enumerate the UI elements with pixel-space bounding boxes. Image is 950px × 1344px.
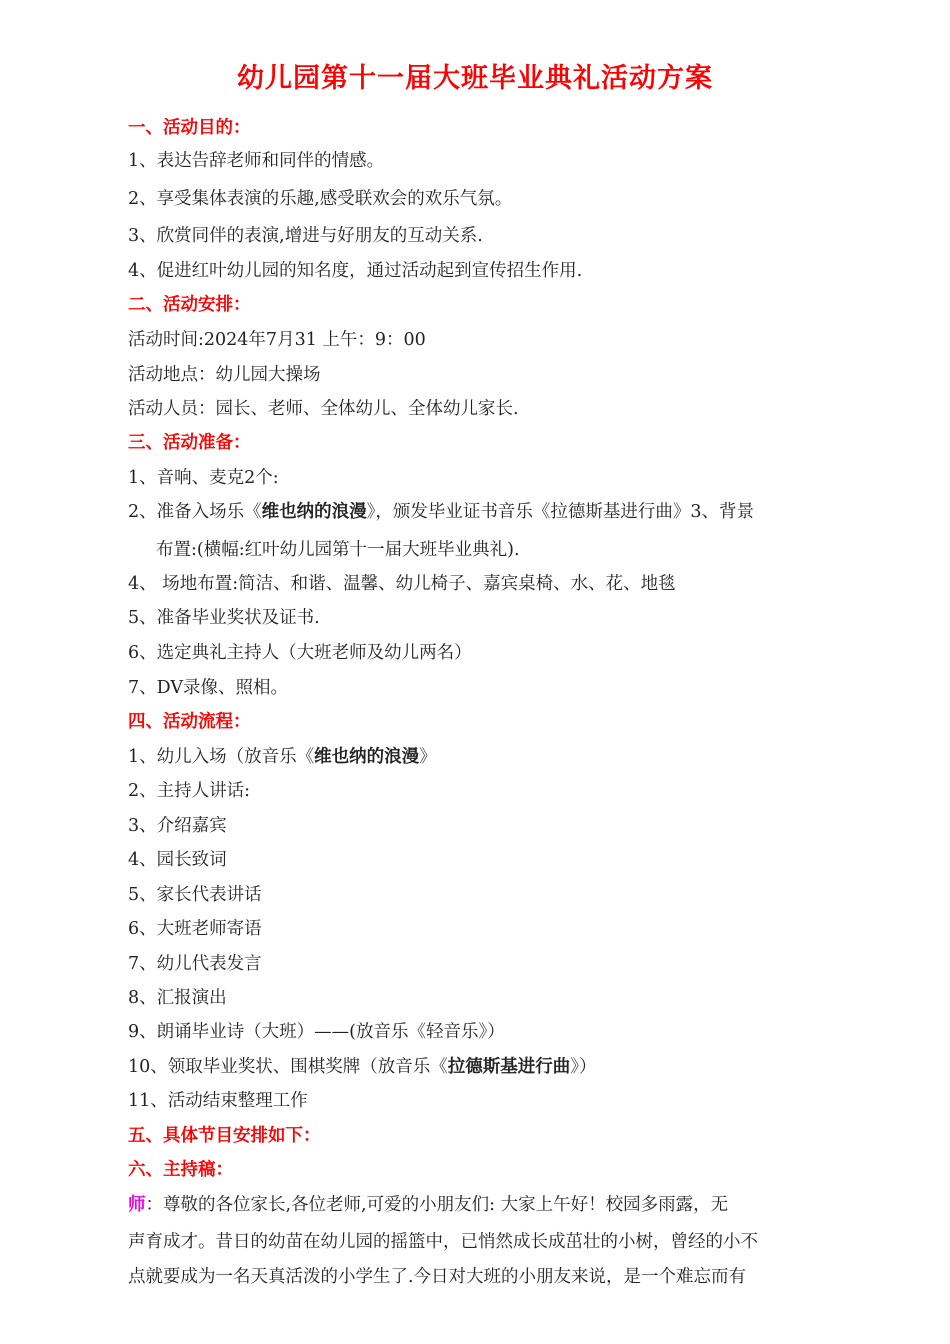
section-heading-purpose: 一、活动目的： xyxy=(128,118,251,138)
text-span: 2、准备入场乐《 xyxy=(128,502,262,522)
list-item: 5、准备毕业奖状及证书. xyxy=(128,608,320,628)
list-item: 活动地点：幼儿园大操场 xyxy=(128,365,321,385)
list-item: 3、欣赏同伴的表演,增进与好朋友的互动关系. xyxy=(128,226,483,246)
list-item: 5、家长代表讲话 xyxy=(128,885,262,905)
script-paragraph-line: 声育成才。昔日的幼苗在幼儿园的摇篮中，已悄然成长成茁壮的小树，曾经的小不 xyxy=(128,1232,758,1252)
text-span: 》） xyxy=(570,1057,597,1077)
list-item: 活动人员：园长、老师、全体幼儿、全体幼儿家长. xyxy=(128,399,519,419)
speaker-label: 师 xyxy=(128,1195,146,1215)
list-item: 2、享受集体表演的乐趣,感受联欢会的欢乐气氛。 xyxy=(128,189,513,209)
document-title: 幼儿园第十一届大班毕业典礼活动方案 xyxy=(237,63,713,94)
section-heading-program: 五、具体节目安排如下： xyxy=(128,1126,321,1146)
list-item: 4、促进红叶幼儿园的知名度，通过活动起到宣传招生作用. xyxy=(128,261,583,281)
list-item-continuation: 布置:(横幅:红叶幼儿园第十一届大班毕业典礼). xyxy=(156,540,520,560)
list-item: 7、DV录像、照相。 xyxy=(128,678,288,698)
list-item: 4、 场地布置:简洁、和谐、温馨、幼儿椅子、嘉宾桌椅、水、花、地毯 xyxy=(128,574,676,594)
list-item: 6、大班老师寄语 xyxy=(128,919,262,939)
text-span: ：尊敬的各位家长,各位老师,可爱的小朋友们: 大家上午好！校园多雨露，无 xyxy=(145,1195,729,1215)
list-item: 4、园长致词 xyxy=(128,850,227,870)
list-item: 9、朗诵毕业诗（大班）——(放音乐《轻音乐》） xyxy=(128,1022,505,1042)
list-item xyxy=(128,745,437,769)
section-heading-preparation: 三、活动准备： xyxy=(128,433,251,453)
section-heading-script: 六、主持稿： xyxy=(128,1160,233,1180)
list-item: 活动时间:2024年7月31 上午：9：00 xyxy=(128,330,426,350)
script-paragraph-line: 点就要成为一名天真活泼的小学生了.今日对大班的小朋友来说，是一个难忘而有 xyxy=(128,1267,747,1287)
list-item: 1、表达告辞老师和同伴的情感。 xyxy=(128,151,385,171)
section-heading-arrangement: 二、活动安排： xyxy=(128,295,251,315)
text-span: 10、领取毕业奖状、围棋奖牌（放音乐《 xyxy=(128,1057,448,1077)
list-item: 2、主持人讲话: xyxy=(128,781,251,801)
list-item: 7、幼儿代表发言 xyxy=(128,954,262,974)
music-title: 维也纳的浪漫 xyxy=(261,502,367,522)
section-heading-process: 四、活动流程： xyxy=(128,712,251,732)
list-item: 8、汇报演出 xyxy=(128,988,227,1008)
music-title: 维也纳的浪漫 xyxy=(314,747,420,767)
list-item: 1、音响、麦克2个: xyxy=(128,468,279,488)
list-item xyxy=(128,1055,597,1079)
text-span: 1、幼儿入场（放音乐《 xyxy=(128,747,315,767)
list-item: 3、介绍嘉宾 xyxy=(128,816,227,836)
list-item: 6、选定典礼主持人（大班老师及幼儿两名） xyxy=(128,643,472,663)
text-span: 》，颁发毕业证书音乐《拉德斯基进行曲》3、背景 xyxy=(366,502,755,522)
music-title: 拉德斯基进行曲 xyxy=(447,1057,571,1077)
list-item xyxy=(128,500,754,524)
script-paragraph-line xyxy=(128,1193,728,1217)
text-span: 》 xyxy=(419,747,437,767)
list-item: 11、活动结束整理工作 xyxy=(128,1091,308,1111)
